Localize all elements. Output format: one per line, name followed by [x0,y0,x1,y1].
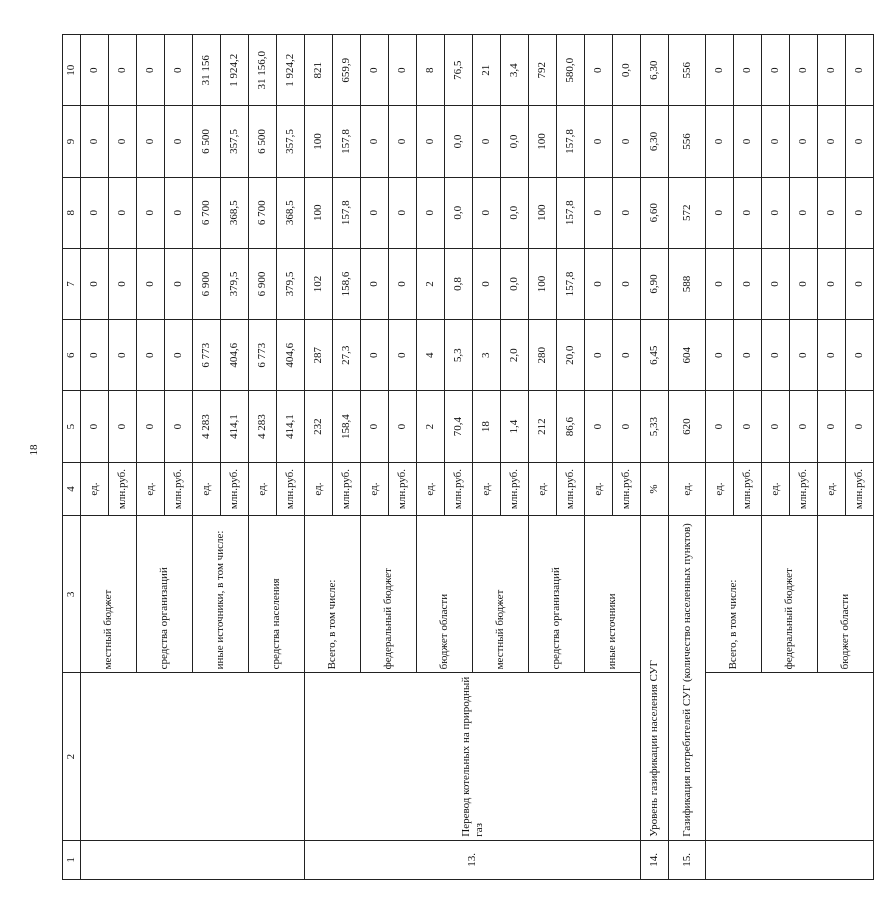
value-cell: 379,5 [277,248,305,319]
value-cell: 0 [613,106,641,177]
value-cell: 0 [137,177,165,248]
value-cell: 6,60 [641,177,669,248]
value-cell: 20,0 [557,320,585,391]
value-cell: 0 [137,35,165,106]
value-cell: 0 [361,177,389,248]
value-cell: 157,8 [333,177,361,248]
value-cell: 158,6 [333,248,361,319]
value-cell: 0 [81,177,109,248]
indicator-label: местный бюджет [473,516,529,673]
value-cell: 100 [305,177,333,248]
value-cell: 0 [846,106,874,177]
value-cell: 0,0 [501,248,529,319]
value-cell: 76,5 [445,35,473,106]
value-cell: 0 [389,391,417,462]
value-cell: 0 [762,320,790,391]
unit-cell: ед. [585,462,613,516]
value-cell: 404,6 [221,320,249,391]
indicator-label: федеральный бюджет [762,516,818,673]
value-cell: 6 700 [193,177,221,248]
value-cell: 0,0 [445,106,473,177]
value-cell: 0 [734,248,762,319]
value-cell: 357,5 [221,106,249,177]
value-cell: 556 [669,35,706,106]
value-cell: 6 900 [193,248,221,319]
value-cell: 0 [734,177,762,248]
value-cell: 3,4 [501,35,529,106]
value-cell: 556 [669,106,706,177]
header-cell: 4 [63,462,81,516]
item-number: 13. [305,840,641,879]
value-cell: 0 [734,106,762,177]
value-cell: 357,5 [277,106,305,177]
value-cell: 0 [706,177,734,248]
value-cell: 18 [473,391,501,462]
value-cell: 572 [669,177,706,248]
value-cell: 0 [585,391,613,462]
value-cell: 86,6 [557,391,585,462]
unit-cell: млн.руб. [277,462,305,516]
indicator-label: Всего, в том числе: [305,516,361,673]
value-cell: 157,8 [557,106,585,177]
unit-cell: млн.руб. [501,462,529,516]
value-cell: 0 [417,177,445,248]
item-name: Уровень газификации населения СУГ [641,516,669,840]
table-row [669,35,706,880]
value-cell: 0 [613,320,641,391]
value-cell: 0 [81,391,109,462]
value-cell: 0 [165,391,193,462]
unit-cell: млн.руб. [445,462,473,516]
value-cell: 0 [585,106,613,177]
value-cell: 0 [818,106,846,177]
value-cell: 6 500 [249,106,277,177]
value-cell: 0 [613,248,641,319]
value-cell: 0 [762,391,790,462]
value-cell: 100 [529,177,557,248]
value-cell: 0 [389,177,417,248]
value-cell: 0 [762,35,790,106]
item-number-cell [706,840,874,879]
value-cell: 157,8 [333,106,361,177]
item-name-cell [81,673,305,840]
value-cell: 6 700 [249,177,277,248]
value-cell: 27,3 [333,320,361,391]
value-cell: 0 [706,248,734,319]
indicator-label: иные источники, в том числе: [193,516,249,673]
header-cell: 7 [63,248,81,319]
unit-cell: млн.руб. [221,462,249,516]
indicator-label: средства населения [249,516,305,673]
value-cell: 0 [361,35,389,106]
value-cell: 6,30 [641,106,669,177]
value-cell: 414,1 [221,391,249,462]
value-cell: 2 [417,391,445,462]
value-cell: 414,1 [277,391,305,462]
value-cell: 157,8 [557,177,585,248]
value-cell: 0 [81,248,109,319]
value-cell: 100 [529,106,557,177]
item-number: 14. [641,840,669,879]
value-cell: 620 [669,391,706,462]
value-cell: 0 [706,320,734,391]
value-cell: 0 [846,35,874,106]
indicator-label: бюджет области [818,516,874,673]
value-cell: 158,4 [333,391,361,462]
value-cell: 0 [165,248,193,319]
indicator-label: средства организаций [529,516,585,673]
unit-cell: ед. [81,462,109,516]
value-cell: 0 [109,106,137,177]
gasification-program-table [62,34,874,880]
unit-cell: ед. [529,462,557,516]
item-name: Перевод котельных на природный газ [305,673,641,840]
value-cell: 0 [361,106,389,177]
value-cell: 0 [585,248,613,319]
unit-cell: ед. [137,462,165,516]
value-cell: 0 [389,106,417,177]
value-cell: 31 156,0 [249,35,277,106]
table-row [641,35,669,880]
value-cell: 6,90 [641,248,669,319]
value-cell: 0 [389,35,417,106]
value-cell: 0 [165,35,193,106]
value-cell: 6,30 [641,35,669,106]
value-cell: 0 [790,106,818,177]
value-cell: 0 [846,248,874,319]
value-cell: 0 [361,391,389,462]
value-cell: 588 [669,248,706,319]
value-cell: 0 [790,248,818,319]
header-cell: 5 [63,391,81,462]
unit-cell: млн.руб. [109,462,137,516]
value-cell: 0 [109,35,137,106]
value-cell: 0 [473,106,501,177]
value-cell: 0 [389,248,417,319]
unit-cell: млн.руб. [165,462,193,516]
value-cell: 0 [818,320,846,391]
rotated-table-sheet [62,34,866,880]
value-cell: 102 [305,248,333,319]
value-cell: 212 [529,391,557,462]
item-name-cell [706,673,874,840]
value-cell: 821 [305,35,333,106]
value-cell: 232 [305,391,333,462]
value-cell: 0 [734,320,762,391]
value-cell: 0 [109,248,137,319]
table-row [81,35,109,880]
value-cell: 6 900 [249,248,277,319]
value-cell: 0 [613,391,641,462]
unit-cell: млн.руб. [389,462,417,516]
page-number: 18 [28,444,40,456]
indicator-label: иные источники [585,516,641,673]
value-cell: 0 [389,320,417,391]
value-cell: 1 924,2 [221,35,249,106]
value-cell: 31 156 [193,35,221,106]
header-cell: 9 [63,106,81,177]
value-cell: 404,6 [277,320,305,391]
unit-cell: млн.руб. [613,462,641,516]
value-cell: 4 283 [193,391,221,462]
value-cell: 0 [706,391,734,462]
value-cell: 379,5 [221,248,249,319]
item-number-cell [81,840,305,879]
value-cell: 0 [473,248,501,319]
header-row [63,35,81,880]
value-cell: 6 773 [193,320,221,391]
indicator-label: бюджет области [417,516,473,673]
value-cell: 0 [734,35,762,106]
value-cell: 0 [818,248,846,319]
unit-cell: млн.руб. [790,462,818,516]
value-cell: 5,33 [641,391,669,462]
value-cell: 0 [361,248,389,319]
unit-cell: ед. [305,462,333,516]
value-cell: 0,0 [445,177,473,248]
unit-cell: ед. [249,462,277,516]
value-cell: 4 [417,320,445,391]
value-cell: 0 [818,177,846,248]
unit-cell: ед. [193,462,221,516]
value-cell: 0 [165,320,193,391]
unit-cell: млн.руб. [557,462,585,516]
unit-cell: % [641,462,669,516]
value-cell: 0,0 [501,106,529,177]
value-cell: 0 [762,248,790,319]
unit-cell: млн.руб. [333,462,361,516]
value-cell: 0 [790,177,818,248]
value-cell: 280 [529,320,557,391]
value-cell: 0 [109,320,137,391]
value-cell: 0 [706,106,734,177]
value-cell: 100 [529,248,557,319]
value-cell: 0 [790,320,818,391]
value-cell: 2 [417,248,445,319]
value-cell: 0 [137,391,165,462]
header-cell: 2 [63,673,81,840]
value-cell: 0 [473,177,501,248]
table-row [706,35,734,880]
item-number: 15. [669,840,706,879]
value-cell: 659,9 [333,35,361,106]
unit-cell: млн.руб. [846,462,874,516]
value-cell: 368,5 [277,177,305,248]
value-cell: 0 [81,320,109,391]
indicator-label: средства организаций [137,516,193,673]
value-cell: 100 [305,106,333,177]
value-cell: 0 [846,391,874,462]
unit-cell: ед. [417,462,445,516]
table-row [305,35,333,880]
value-cell: 0 [137,106,165,177]
value-cell: 0 [790,35,818,106]
value-cell: 0 [846,177,874,248]
header-cell: 8 [63,177,81,248]
value-cell: 3 [473,320,501,391]
value-cell: 792 [529,35,557,106]
value-cell: 604 [669,320,706,391]
indicator-label: местный бюджет [81,516,137,673]
value-cell: 0 [790,391,818,462]
header-cell: 6 [63,320,81,391]
unit-cell: ед. [706,462,734,516]
header-cell: 3 [63,516,81,673]
value-cell: 0 [818,35,846,106]
value-cell: 4 283 [249,391,277,462]
value-cell: 8 [417,35,445,106]
value-cell: 0 [818,391,846,462]
value-cell: 0 [81,106,109,177]
value-cell: 0 [762,177,790,248]
value-cell: 580,0 [557,35,585,106]
value-cell: 0 [81,35,109,106]
value-cell: 0 [706,35,734,106]
unit-cell: млн.руб. [734,462,762,516]
unit-cell: ед. [361,462,389,516]
item-name: Газификация потребителей СУГ (количество населенных пунктов) [669,516,706,840]
value-cell: 0 [762,106,790,177]
value-cell: 5,3 [445,320,473,391]
value-cell: 6 500 [193,106,221,177]
indicator-label: федеральный бюджет [361,516,417,673]
unit-cell: ед. [669,462,706,516]
value-cell: 0 [846,320,874,391]
value-cell: 6 773 [249,320,277,391]
unit-cell: ед. [762,462,790,516]
value-cell: 70,4 [445,391,473,462]
value-cell: 0 [585,320,613,391]
value-cell: 6,45 [641,320,669,391]
value-cell: 0 [165,177,193,248]
value-cell: 157,8 [557,248,585,319]
value-cell: 0,0 [613,35,641,106]
value-cell: 0 [613,177,641,248]
value-cell: 0 [417,106,445,177]
value-cell: 1,4 [501,391,529,462]
value-cell: 0,8 [445,248,473,319]
value-cell: 1 924,2 [277,35,305,106]
header-cell: 1 [63,840,81,879]
value-cell: 0 [165,106,193,177]
indicator-label: Всего, в том числе: [706,516,762,673]
value-cell: 0,0 [501,177,529,248]
value-cell: 2,0 [501,320,529,391]
value-cell: 287 [305,320,333,391]
value-cell: 0 [734,391,762,462]
value-cell: 0 [585,35,613,106]
value-cell: 0 [109,391,137,462]
header-cell: 10 [63,35,81,106]
value-cell: 0 [361,320,389,391]
unit-cell: ед. [818,462,846,516]
value-cell: 21 [473,35,501,106]
value-cell: 0 [109,177,137,248]
value-cell: 0 [585,177,613,248]
value-cell: 0 [137,320,165,391]
value-cell: 0 [137,248,165,319]
value-cell: 368,5 [221,177,249,248]
unit-cell: ед. [473,462,501,516]
